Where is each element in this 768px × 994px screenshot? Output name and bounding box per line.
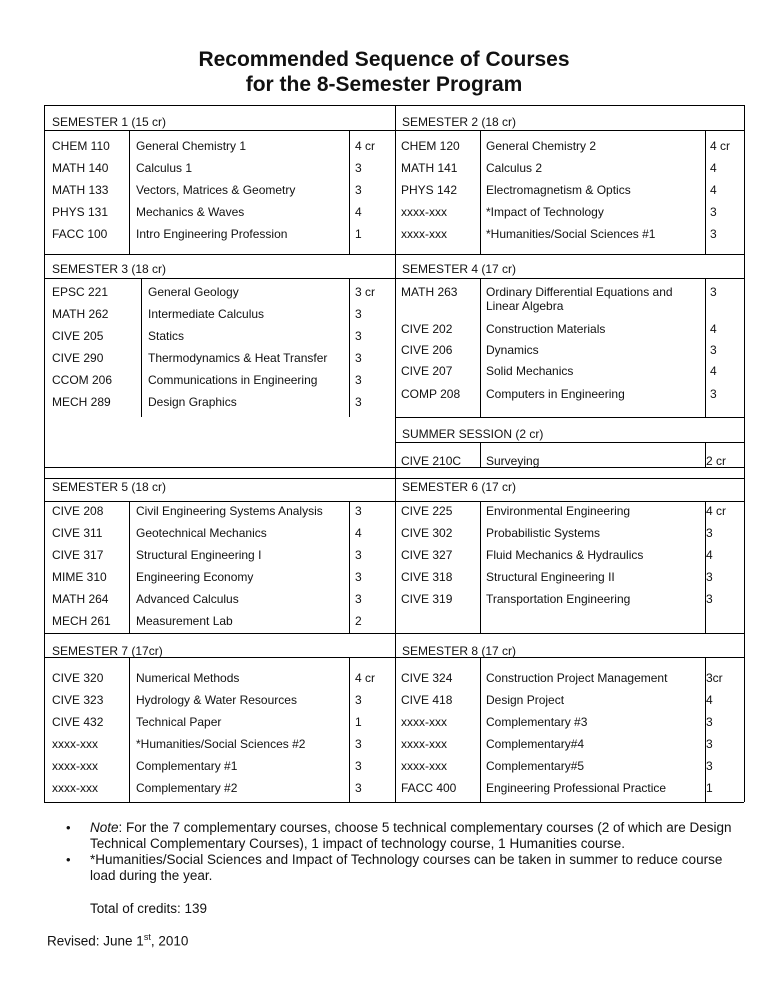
course-cr: 4 cr: [710, 139, 731, 153]
course-cr: 4: [710, 322, 717, 336]
course-title: Advanced Calculus: [136, 592, 239, 606]
course-code: MECH 261: [52, 614, 111, 628]
course-cr: 3: [710, 205, 717, 219]
course-code: CCOM 206: [52, 373, 113, 387]
course-cr: 3: [706, 592, 713, 606]
table-rule: [349, 501, 350, 633]
table-rule: [44, 254, 744, 255]
semester-header: SEMESTER 6 (17 cr): [402, 480, 517, 494]
course-cr: 2 cr: [706, 454, 727, 468]
course-code: xxxx-xxx: [52, 737, 98, 751]
course-title: Measurement Lab: [136, 614, 233, 628]
note-complementary: [90, 820, 745, 852]
table-rule: [395, 105, 396, 802]
table-rule: [44, 105, 744, 106]
course-title: Construction Materials: [486, 322, 606, 336]
semester-header: SEMESTER 2 (18 cr): [402, 115, 517, 129]
course-code: xxxx-xxx: [401, 759, 447, 773]
course-code: CIVE 432: [52, 715, 104, 729]
table-rule: [129, 657, 130, 802]
course-code: CIVE 323: [52, 693, 104, 707]
course-code: xxxx-xxx: [401, 205, 447, 219]
course-code: CIVE 206: [401, 343, 453, 357]
course-title: Geotechnical Mechanics: [136, 526, 267, 540]
course-cr: 3: [710, 343, 717, 357]
course-cr: 3: [355, 570, 362, 584]
course-cr: 3: [355, 737, 362, 751]
course-code: CIVE 320: [52, 671, 104, 685]
course-code: MATH 140: [52, 161, 109, 175]
course-title: General Geology: [148, 285, 239, 299]
course-title: Electromagnetism & Optics: [486, 183, 631, 197]
course-cr: 3: [355, 329, 362, 343]
semester-header: SEMESTER 3 (18 cr): [52, 262, 167, 276]
page-title-line-2: for the 8-Semester Program: [245, 73, 523, 96]
course-title: Numerical Methods: [136, 671, 240, 685]
table-rule: [349, 657, 350, 802]
semester-header: SUMMER SESSION (2 cr): [402, 427, 544, 441]
semester-header: SEMESTER 1 (15 cr): [52, 115, 167, 129]
table-rule: [744, 105, 745, 802]
course-code: xxxx-xxx: [401, 715, 447, 729]
course-code: MIME 310: [52, 570, 107, 584]
course-cr: 3: [355, 161, 362, 175]
course-cr: 4 cr: [355, 139, 376, 153]
total-credits: Total of credits: 139: [90, 901, 208, 916]
course-code: CIVE 324: [401, 671, 453, 685]
course-title: Dynamics: [486, 343, 539, 357]
course-cr: 3: [710, 387, 717, 401]
course-title: Engineering Economy: [136, 570, 254, 584]
table-rule: [44, 501, 744, 502]
course-cr: 3: [706, 570, 713, 584]
course-code: CIVE 205: [52, 329, 104, 343]
table-rule: [349, 130, 350, 254]
course-code: CIVE 290: [52, 351, 104, 365]
course-cr: 3: [355, 395, 362, 409]
table-rule: [480, 501, 481, 633]
course-title: Solid Mechanics: [486, 364, 574, 378]
course-cr: 4: [706, 693, 713, 707]
course-title: Transportation Engineering: [486, 592, 631, 606]
course-code: CIVE 208: [52, 504, 104, 518]
course-cr: 1: [355, 227, 362, 241]
table-rule: [44, 633, 744, 634]
course-cr: 3: [710, 227, 717, 241]
course-code: CIVE 319: [401, 592, 453, 606]
course-sequence-table: [44, 105, 744, 802]
course-code: MATH 263: [401, 285, 458, 299]
course-title: *Humanities/Social Sciences #2: [136, 737, 306, 751]
table-rule: [395, 417, 744, 418]
course-code: xxxx-xxx: [52, 781, 98, 795]
course-title: Statics: [148, 329, 185, 343]
course-title: Probabilistic Systems: [486, 526, 601, 540]
course-title: Complementary #1: [136, 759, 238, 773]
course-code: FACC 400: [401, 781, 457, 795]
page-title-line-1: Recommended Sequence of Courses: [198, 48, 570, 71]
course-title: Intro Engineering Profession: [136, 227, 288, 241]
bullet-icon: •: [66, 852, 71, 867]
note-humanities: *Humanities/Social Sciences and Impact of Technology courses can be taken in summer to reduce course load during the year.: [90, 852, 723, 883]
table-rule: [44, 105, 45, 802]
semester-header: SEMESTER 7 (17cr): [52, 644, 163, 658]
course-code: COMP 208: [401, 387, 461, 401]
course-title: Design Graphics: [148, 395, 237, 409]
course-cr: 3cr: [706, 671, 723, 685]
course-cr: 4: [710, 183, 717, 197]
table-rule: [349, 278, 350, 417]
course-cr: 3: [355, 183, 362, 197]
course-code: xxxx-xxx: [52, 759, 98, 773]
course-title: Vectors, Matrices & Geometry: [136, 183, 296, 197]
course-title: *Impact of Technology: [486, 205, 604, 219]
course-code: CIVE 311: [52, 526, 103, 540]
course-title: Ordinary Differential Equations and Linear Algebra: [486, 285, 673, 313]
course-code: EPSC 221: [52, 285, 109, 299]
course-cr: 3: [355, 548, 362, 562]
course-title: Surveying: [486, 454, 540, 468]
revised-sup: st: [143, 932, 151, 942]
table-rule: [44, 478, 744, 479]
course-code: MATH 141: [401, 161, 458, 175]
course-title: Intermediate Calculus: [148, 307, 265, 321]
table-rule: [480, 278, 481, 417]
course-title: Communications in Engineering: [148, 373, 318, 387]
course-title: Environmental Engineering: [486, 504, 631, 518]
course-title: General Chemistry 2: [486, 139, 597, 153]
course-cr: 1: [706, 781, 713, 795]
course-code: MATH 133: [52, 183, 109, 197]
course-title: Civil Engineering Systems Analysis: [136, 504, 323, 518]
course-code: CIVE 317: [52, 548, 104, 562]
course-title: Complementary#5: [486, 759, 585, 773]
table-rule: [129, 501, 130, 633]
course-title: Complementary#4: [486, 737, 585, 751]
semester-header: SEMESTER 8 (17 cr): [402, 644, 517, 658]
course-cr: 3: [706, 737, 713, 751]
course-cr: 3: [355, 592, 362, 606]
course-code: CIVE 327: [401, 548, 453, 562]
table-rule: [129, 130, 130, 254]
course-cr: 4 cr: [355, 671, 376, 685]
table-rule: [705, 130, 706, 254]
course-code: MECH 289: [52, 395, 111, 409]
course-cr: 3: [706, 715, 713, 729]
course-cr: 3: [355, 351, 362, 365]
course-title: Complementary #2: [136, 781, 238, 795]
course-title: General Chemistry 1: [136, 139, 247, 153]
course-cr: 3: [710, 285, 717, 299]
course-cr: 4: [710, 161, 717, 175]
table-rule: [44, 278, 744, 279]
course-code: xxxx-xxx: [401, 737, 447, 751]
course-code: CIVE 318: [401, 570, 453, 584]
course-code: MATH 262: [52, 307, 109, 321]
course-title: Calculus 1: [136, 161, 193, 175]
table-rule: [44, 802, 744, 803]
course-title: Engineering Professional Practice: [486, 781, 667, 795]
course-code: PHYS 142: [401, 183, 458, 197]
bullet-icon: •: [66, 820, 71, 835]
course-cr: 4: [355, 526, 362, 540]
course-code: CHEM 120: [401, 139, 460, 153]
course-title: Thermodynamics & Heat Transfer: [148, 351, 328, 365]
course-cr: 3: [355, 781, 362, 795]
revised-date: [47, 932, 188, 949]
course-title: Construction Project Management: [486, 671, 668, 685]
course-title: Structural Engineering II: [486, 570, 615, 584]
course-code: CIVE 225: [401, 504, 453, 518]
course-cr: 4: [710, 364, 717, 378]
course-cr: 3 cr: [355, 285, 376, 299]
table-rule: [44, 130, 744, 131]
table-rule: [141, 278, 142, 417]
course-code: CHEM 110: [52, 139, 110, 153]
course-title: Design Project: [486, 693, 565, 707]
course-cr: 4: [706, 548, 713, 562]
course-cr: 3: [355, 307, 362, 321]
course-code: CIVE 418: [401, 693, 453, 707]
note-complementary-text: : For the 7 complementary courses, choose 5 technical complementary courses (2 of which are Design Technical Complementary Courses), 1 impact of technology course, 1 Humanities course.: [90, 820, 732, 851]
table-rule: [480, 657, 481, 802]
revised-suffix: , 2010: [150, 933, 189, 949]
course-code: FACC 100: [52, 227, 108, 241]
course-code: PHYS 131: [52, 205, 109, 219]
course-code: CIVE 202: [401, 322, 453, 336]
table-rule: [44, 467, 744, 468]
course-cr: 4: [355, 205, 362, 219]
semester-header: SEMESTER 5 (18 cr): [52, 480, 167, 494]
course-code: xxxx-xxx: [401, 227, 447, 241]
course-title: *Humanities/Social Sciences #1: [486, 227, 656, 241]
table-rule: [705, 278, 706, 417]
course-code: CIVE 207: [401, 364, 453, 378]
course-title: Mechanics & Waves: [136, 205, 245, 219]
course-cr: 1: [355, 715, 362, 729]
course-code: CIVE 210C: [401, 454, 462, 468]
course-code: MATH 264: [52, 592, 109, 606]
course-title: Hydrology & Water Resources: [136, 693, 297, 707]
revised-prefix: Revised: June 1: [47, 933, 144, 949]
table-rule: [705, 501, 706, 633]
course-cr: 3: [355, 373, 362, 387]
semester-header: SEMESTER 4 (17 cr): [402, 262, 517, 276]
course-title: Complementary #3: [486, 715, 588, 729]
course-title: Calculus 2: [486, 161, 543, 175]
course-title: Structural Engineering I: [136, 548, 262, 562]
table-rule: [395, 442, 744, 443]
table-rule: [480, 442, 481, 467]
course-cr: 3: [706, 759, 713, 773]
course-cr: 3: [355, 504, 362, 518]
course-cr: 4 cr: [706, 504, 727, 518]
course-title: Fluid Mechanics & Hydraulics: [486, 548, 644, 562]
course-title: Computers in Engineering: [486, 387, 625, 401]
course-cr: 3: [706, 526, 713, 540]
table-rule: [480, 130, 481, 254]
course-code: CIVE 302: [401, 526, 453, 540]
course-cr: 3: [355, 759, 362, 773]
note-label: Note: [90, 820, 119, 835]
course-cr: 2: [355, 614, 362, 628]
course-cr: 3: [355, 693, 362, 707]
course-title: Technical Paper: [136, 715, 222, 729]
